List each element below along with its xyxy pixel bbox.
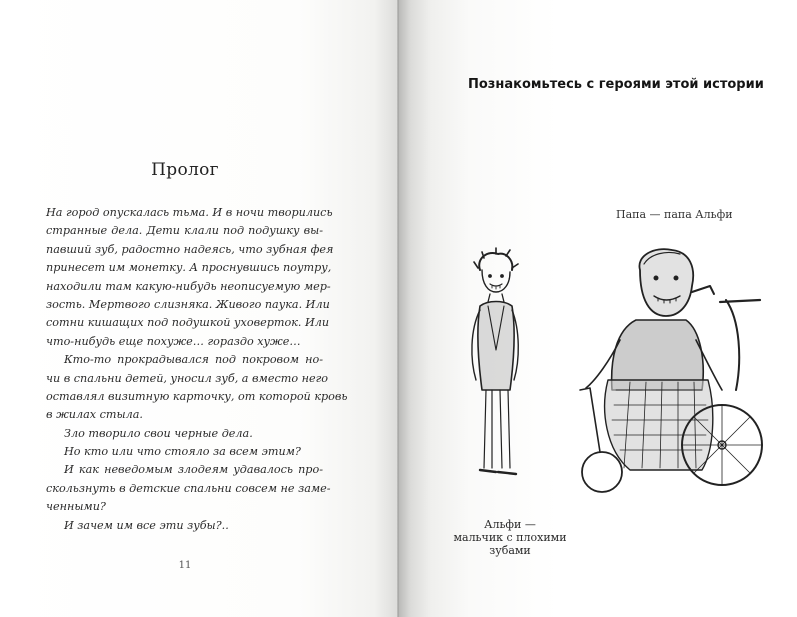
text-line: ченными?: [46, 500, 106, 514]
text-line: принесет им монетку. А проснувшись поутру,: [46, 261, 332, 275]
text-line: На город опускалась тьма. И в ночи творились: [46, 206, 333, 219]
text-line: павший зуб, радостно надеясь, что зубная фея: [46, 242, 334, 256]
chapter-title: Пролог: [151, 160, 219, 180]
alfie-figure: [472, 248, 518, 474]
caption-alfie-line: зубами: [489, 544, 531, 557]
book-gutter: [397, 0, 399, 617]
text-line: чи в спальни детей, уносил зуб, а вместо него: [46, 371, 328, 385]
text-line: Но кто или что стояло за всем этим?: [64, 445, 301, 459]
text-line: странные дела. Дети клали под подушку вы-: [46, 224, 323, 238]
prologue-text: [46, 204, 348, 535]
text-line: в жилах стыла.: [46, 408, 143, 422]
text-line: что-нибудь еще похуже… гораздо хуже…: [46, 334, 301, 348]
caption-alfie-line: мальчик с плохими: [453, 531, 567, 544]
text-line: И как неведомым злодеям удавалось про-: [64, 463, 323, 477]
caption-alfie-line: Альфи —: [484, 518, 536, 531]
section-heading: Познакомьтесь с героями этой истории: [468, 77, 764, 92]
text-line: зость. Мертвого слизняка. Живого паука. Или: [46, 297, 330, 311]
page-number: 11: [178, 560, 192, 571]
character-illustration: [440, 240, 780, 510]
text-line: Зло творило свои черные дела.: [64, 426, 253, 440]
papa-figure: [580, 249, 762, 492]
text-line: Кто-то прокрадывался под покровом но-: [64, 353, 323, 367]
left-page: [0, 0, 398, 617]
caption-papa: Папа — папа Альфи: [616, 208, 733, 221]
text-line: оставлял визитную карточку, от которой кровь: [46, 389, 348, 403]
text-line: И зачем им все эти зубы?..: [64, 518, 229, 532]
text-line: скользнуть в детские спальни совсем не заме-: [46, 481, 331, 495]
text-line: находили там какую-нибудь неописуемую мер-: [46, 279, 331, 293]
text-line: сотни кишащих под подушкой уховерток. Или: [46, 316, 330, 330]
caption-alfie: [440, 518, 580, 557]
